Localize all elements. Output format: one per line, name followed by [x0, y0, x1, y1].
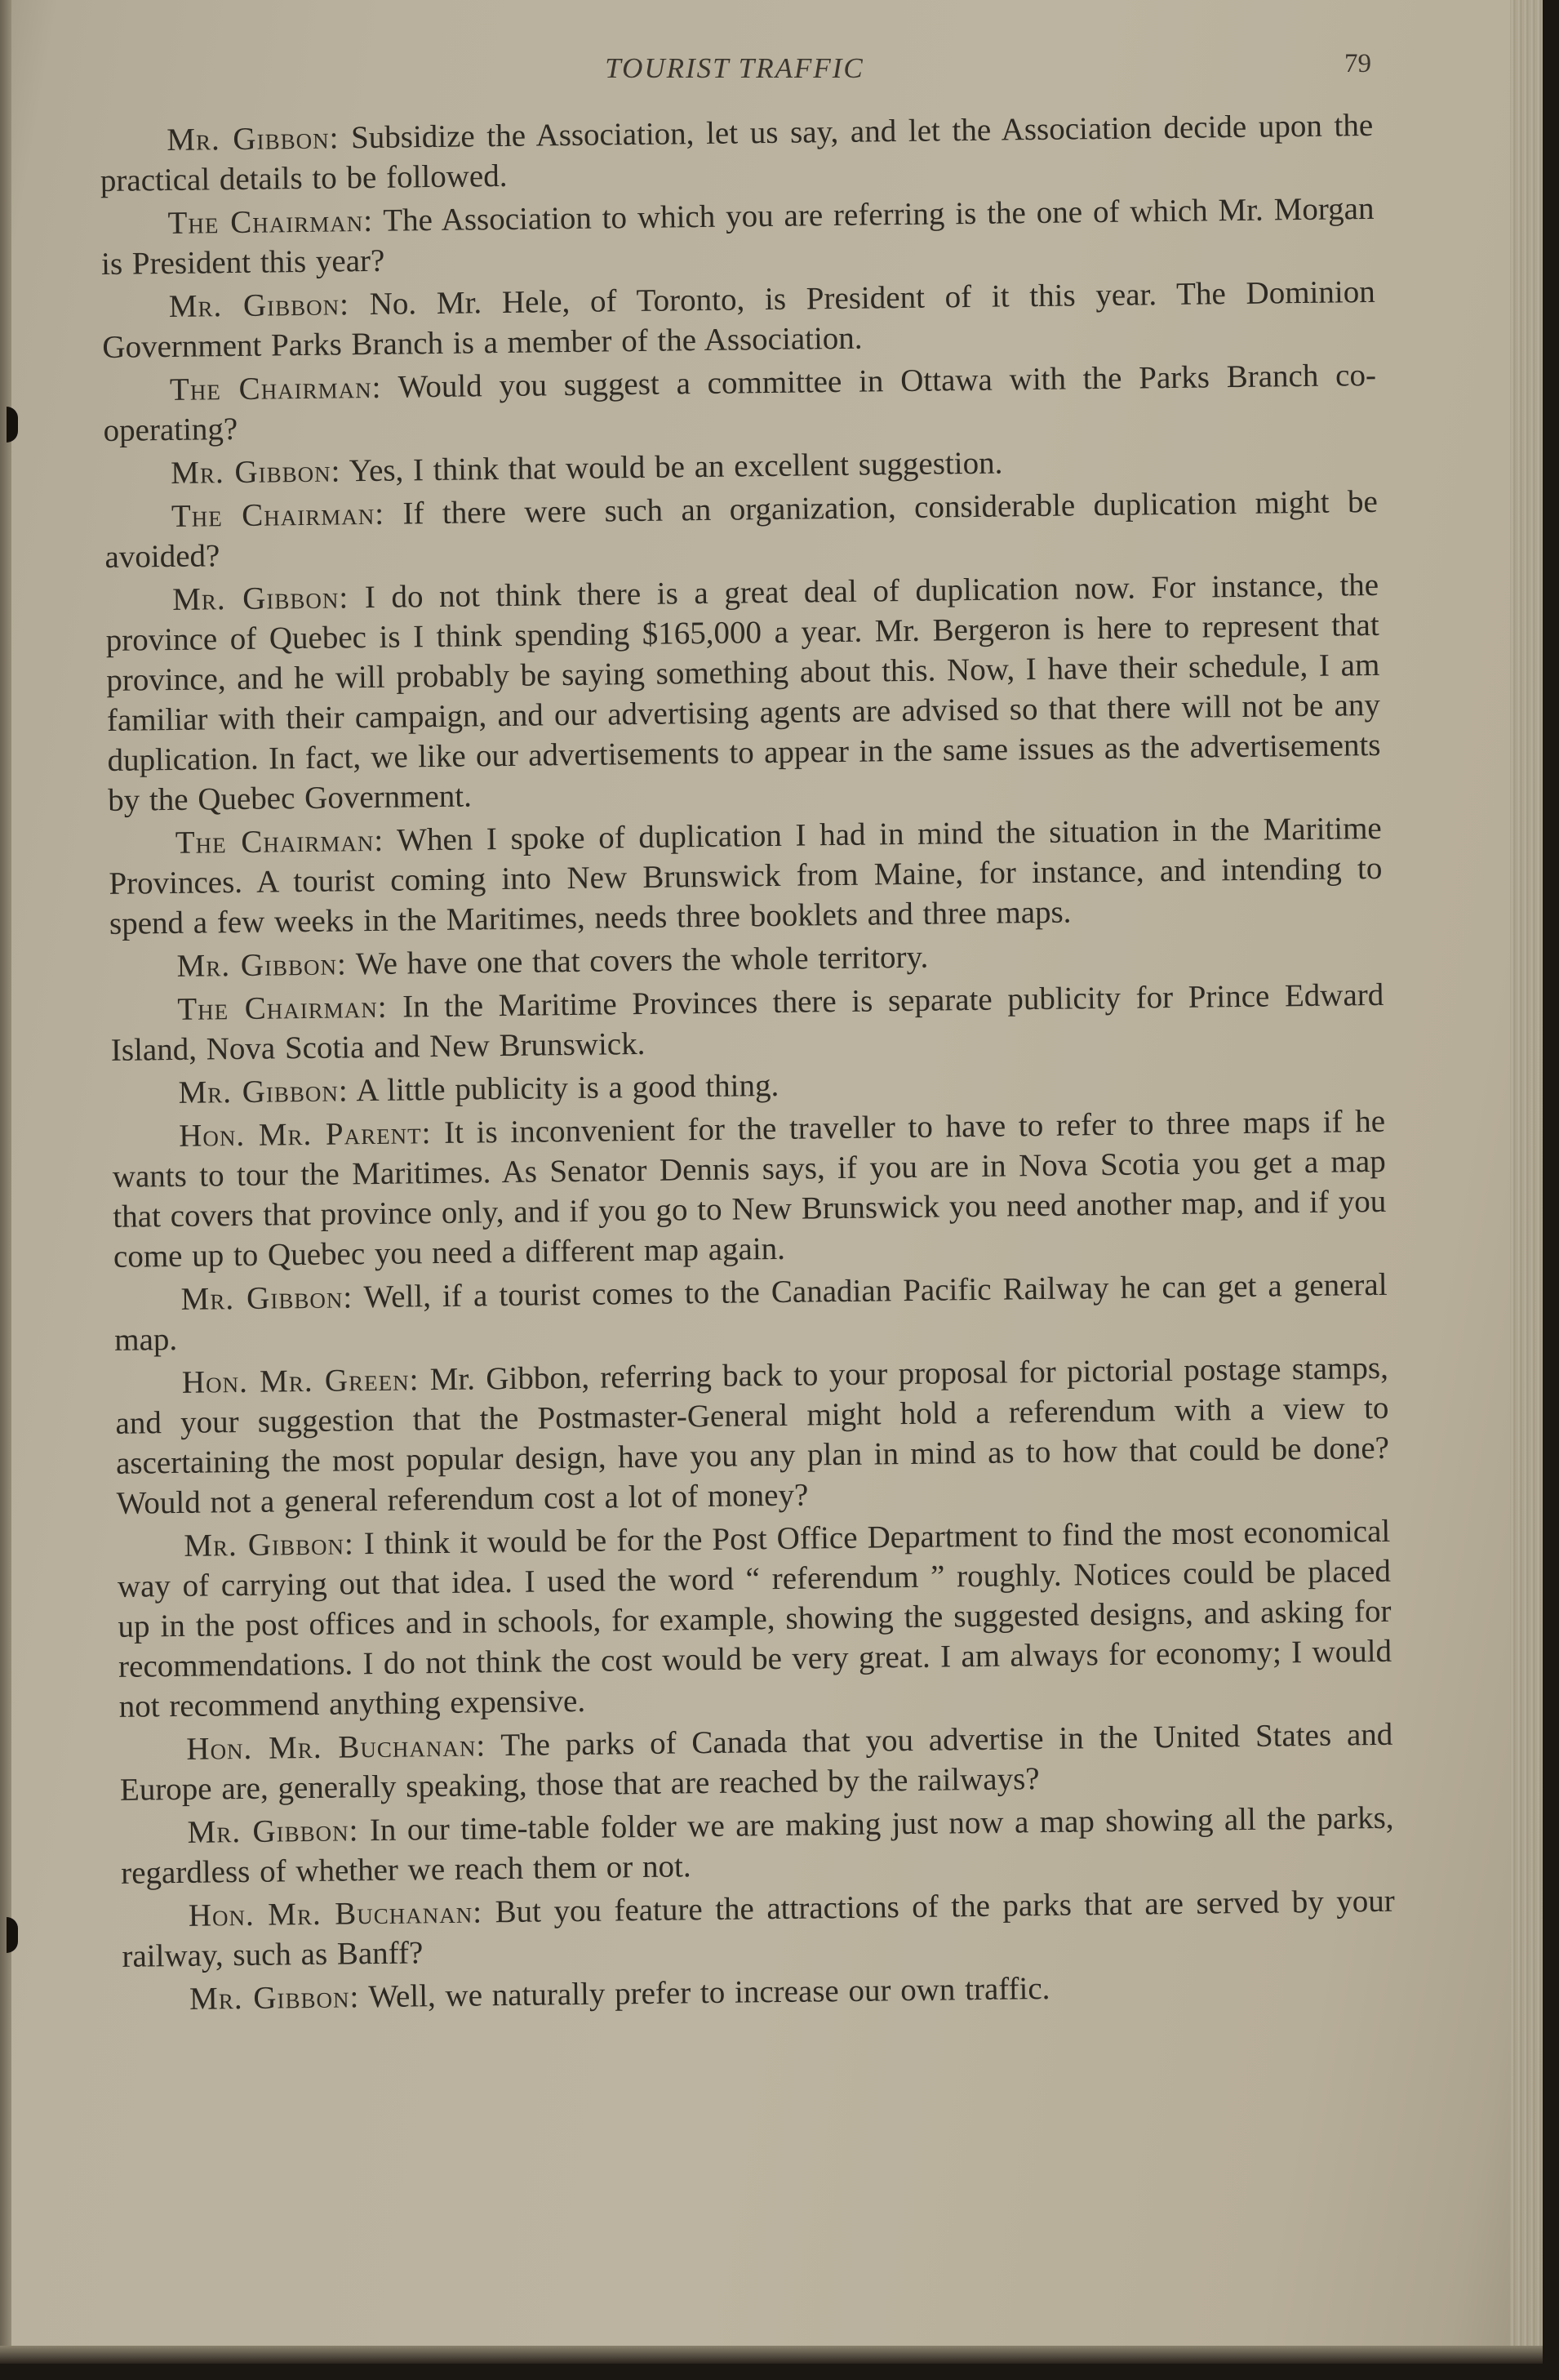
speaker-name: Mr. Gibbon:	[187, 1813, 359, 1850]
speaker-name: Hon. Mr. Buchanan:	[186, 1728, 486, 1767]
speaker-name: Mr. Gibbon:	[180, 1279, 353, 1317]
transcript-paragraph	[122, 1881, 1396, 1977]
speech-text: Well, if a tourist comes to the Canadian Pacific Railway he can get a general map.	[113, 1266, 1388, 1358]
speaker-name: Mr. Gibbon:	[184, 1526, 355, 1564]
speaker-name: Mr. Gibbon:	[171, 453, 341, 491]
speaker-name: The Chairman:	[171, 496, 385, 534]
transcript-paragraph	[100, 189, 1375, 284]
transcript-paragraph	[112, 1101, 1387, 1277]
transcript-paragraph	[105, 565, 1381, 821]
speaker-name: The Chairman:	[177, 989, 388, 1027]
transcript-paragraph	[104, 482, 1379, 577]
speaker-name: Mr. Gibbon:	[167, 120, 340, 158]
transcript-paragraph	[120, 1798, 1394, 1893]
speech-text: Would you suggest a committee in Ottawa with the Parks Branch co-operating?	[103, 357, 1377, 448]
page-header	[98, 49, 1371, 90]
speech-text: The parks of Canada that you advertise in the United States and Europe are, generally speaking, those that are reached by the railways?	[119, 1716, 1393, 1808]
transcript-paragraph	[110, 975, 1384, 1070]
speaker-name: Mr. Gibbon:	[168, 287, 350, 324]
speech-text: In our time-table folder we are making just now a map showing all the parks, regardless of whether we reach them or not.	[120, 1799, 1394, 1891]
transcript-paragraph	[109, 808, 1384, 944]
speaker-name: Mr. Gibbon:	[178, 1073, 349, 1110]
speaker-name: Hon. Mr. Parent:	[178, 1115, 432, 1154]
page-right-edge	[1510, 0, 1543, 2364]
speech-text: But you feature the attractions of the parks that are served by your railway, such as Banff?	[122, 1883, 1396, 1974]
speech-text: Well, we naturally prefer to increase our own traffic.	[368, 1970, 1050, 2015]
transcript-paragraph	[119, 1715, 1393, 1810]
speech-text: I think it would be for the Post Office Department to find the most economical way of carrying out that idea. I used the word “ referendum ” roughly. Notices could be placed up in the post offices and in schools, for example, showing the suggested designs, and asking for recommendations. I do not think the cost would be very great. I am always for economy; I would not recommend anything expensive.	[117, 1513, 1392, 1724]
transcript-body	[100, 105, 1396, 2023]
transcript-paragraph	[117, 1511, 1392, 1727]
page-bottom-edge	[0, 2346, 1543, 2364]
speaker-name: Mr. Gibbon:	[176, 946, 348, 984]
speech-text: The Association to which you are referring is the one of which Mr. Morgan is President this year?	[100, 190, 1375, 282]
speech-text: When I spoke of duplication I had in mind the situation in the Maritime Provinces. A tourist coming into New Brunswick from Maine, for instance, and intending to spend a few weeks in the Maritimes, needs three booklets and three maps.	[109, 810, 1383, 941]
speech-text: If there were such an organization, considerable duplication might be avoided?	[104, 483, 1379, 575]
transcript-paragraph	[113, 1265, 1388, 1360]
speaker-name: The Chairman:	[169, 369, 382, 407]
binding-tab-mark	[7, 407, 18, 443]
speech-text: In the Maritime Provinces there is separate publicity for Prince Edward Island, Nova Scotia and New Brunswick.	[110, 976, 1384, 1068]
speech-text: Yes, I think that would be an excellent suggestion.	[349, 445, 1003, 489]
speaker-name: The Chairman:	[175, 822, 384, 861]
speaker-name: Mr. Gibbon:	[189, 1979, 360, 2017]
page-left-edge	[0, 0, 11, 2364]
page-number: 79	[1344, 49, 1371, 78]
speaker-name: Hon. Mr. Buchanan:	[188, 1894, 483, 1933]
speech-text: I do not think there is a great deal of duplication now. For instance, the province of Quebec is I think spending $165,000 a year. Mr. Bergeron is here to represent that province, and he will probably be saying something about this. Now, I have their schedule, I am familiar with their campaign, and our advertising agents are advised so that there will not be any duplication. In fact, we like our advertisements to appear in the same issues as the advertisements by the Quebec Government.	[105, 567, 1381, 818]
speaker-name: Hon. Mr. Green:	[181, 1362, 420, 1400]
speech-text: Subsidize the Association, let us say, and let the Association decide upon the practical details to be followed.	[100, 107, 1374, 198]
binding-tab-mark	[7, 1917, 18, 1953]
speech-text: Mr. Gibbon, referring back to your proposal for pictorial postage stamps, and your suggestion that the Postmaster-General might hold a referendum with a view to ascertaining the most popular design, have you any plan in mind as to how that could be done? Would not a general referendum cost a lot of money?	[115, 1350, 1390, 1521]
running-head: TOURIST TRAFFIC	[605, 52, 864, 84]
speech-text: It is inconvenient for the traveller to have to refer to three maps if he wants to tour the Maritimes. As Senator Dennis says, if you are in Nova Scotia you get a map that covers that province only, and if you go to New Brunswick you need another map, and if you come up to Quebec you need a different map again.	[112, 1103, 1387, 1275]
speech-text: We have one that covers the whole territory.	[355, 939, 929, 982]
speaker-name: The Chairman:	[167, 202, 374, 241]
speech-text: No. Mr. Hele, of Toronto, is President of it this year. The Dominion Government Parks Branch is a member of the Association.	[102, 274, 1375, 365]
speaker-name: Mr. Gibbon:	[171, 580, 349, 617]
transcript-paragraph	[103, 355, 1377, 451]
transcript-paragraph	[115, 1348, 1390, 1524]
speech-text: A little publicity is a good thing.	[356, 1067, 780, 1109]
transcript-paragraph	[101, 272, 1375, 367]
transcript-paragraph	[100, 105, 1374, 201]
